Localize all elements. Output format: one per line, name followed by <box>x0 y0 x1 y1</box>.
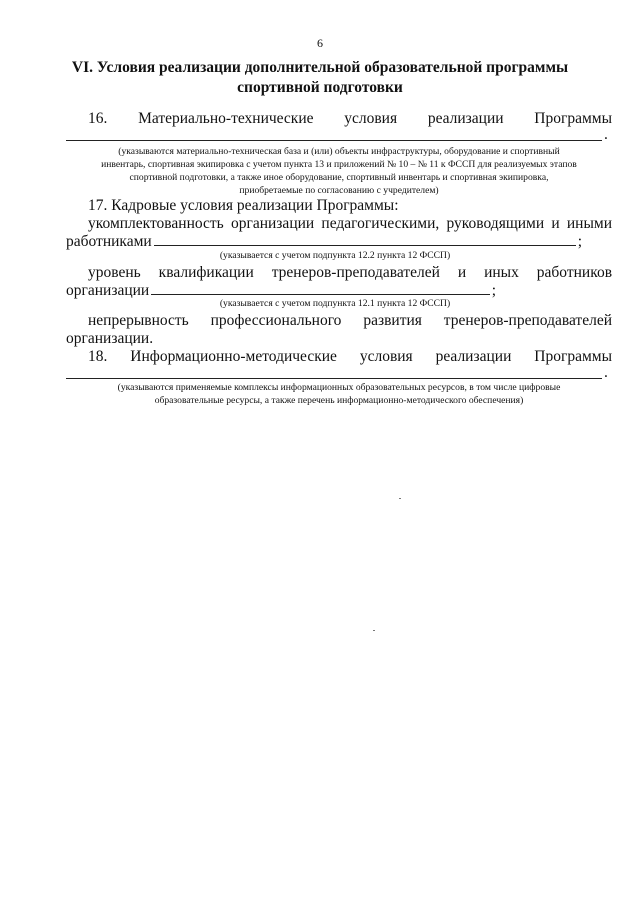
item16-heading <box>88 110 612 128</box>
staffing-line2-label: работниками <box>66 233 152 250</box>
item18-heading <box>88 348 612 366</box>
item16-word: условия <box>344 110 398 127</box>
qualification-word: квалификации <box>158 264 254 281</box>
item16-word: реализации <box>427 110 504 127</box>
item18-period: . <box>604 364 608 381</box>
item16-caption-line-1: (указываются материально-техническая база и (или) объекты инфраструктуры, оборудование и спортивный <box>118 146 560 157</box>
staffing-word: и <box>551 215 560 232</box>
item18-word: реализации <box>435 348 512 365</box>
continuity-word: профессионального <box>210 312 342 329</box>
staffing-word: педагогическими, <box>321 215 440 232</box>
staffing-word: руководящими <box>446 215 545 232</box>
item16-word: Материально-технические <box>138 110 314 127</box>
qualification-line2-label: организации <box>66 282 150 299</box>
qualification-word: уровень <box>88 264 141 281</box>
item18-word: Программы <box>534 348 613 365</box>
item17-continuity-line-2: организации. <box>66 330 154 347</box>
staffing-word: укомплектованность <box>88 215 224 232</box>
continuity-word: непрерывность <box>88 312 189 329</box>
item16-fill-line <box>66 140 602 141</box>
item18-caption-line-2: образовательные ресурсы, а также перечень информационно-методического обеспечения) <box>154 395 524 406</box>
item18-word: условия <box>359 348 413 365</box>
qualification-semicolon: ; <box>491 282 496 299</box>
qualification-word: и <box>457 264 467 281</box>
qualification-fill-field[interactable] <box>151 282 489 295</box>
scan-speck <box>399 498 401 499</box>
continuity-word: тренеров-преподавателей <box>443 312 612 329</box>
staffing-caption: (указывается с учетом подпункта 12.2 пункта 12 ФССП) <box>219 250 451 261</box>
item16-number: 16. <box>88 110 108 127</box>
qualification-caption: (указывается с учетом подпункта 12.1 пункта 12 ФССП) <box>219 298 451 309</box>
item17-qualification-line-1 <box>88 264 612 282</box>
staffing-word: иными <box>566 215 612 232</box>
item17-staffing-line-1 <box>88 215 612 233</box>
item16-word: Программы <box>534 110 613 127</box>
item18-caption-line-1: (указываются применяемые комплексы информационных образовательных ресурсов, в том числе цифровые <box>117 382 561 393</box>
item18-word: Информационно-методические <box>130 348 337 365</box>
item18-fill-line <box>66 378 602 379</box>
item17-continuity-line-1 <box>88 312 612 330</box>
section-title-line-2: спортивной подготовки <box>237 79 403 96</box>
scan-speck <box>373 630 375 631</box>
qualification-word: работников <box>536 264 613 281</box>
item18-number: 18. <box>88 348 108 365</box>
staffing-word: организации <box>230 215 315 232</box>
item16-caption-line-4: приобретаемые по согласованию с учредителем) <box>239 185 439 196</box>
staffing-fill-field[interactable] <box>154 233 576 246</box>
continuity-word: развития <box>363 312 422 329</box>
item16-caption-line-3: спортивной подготовки, а также иное оборудование, спортивный инвентарь и спортивная экипировка, <box>129 172 549 183</box>
staffing-semicolon: ; <box>577 233 582 250</box>
item16-period: . <box>604 126 608 143</box>
item17-heading: 17. Кадровые условия реализации Программы: <box>88 197 399 214</box>
qualification-word: тренеров-преподавателей <box>271 264 440 281</box>
item16-caption-line-2: инвентарь, спортивная экипировка с учетом пункта 13 и приложений № 10 – № 11 к ФССП для реализуемых этапов <box>101 159 577 170</box>
qualification-word: иных <box>484 264 519 281</box>
page-number: 6 <box>317 36 323 50</box>
section-title-line-1: VI. Условия реализации дополнительной образовательной программы <box>71 59 569 76</box>
